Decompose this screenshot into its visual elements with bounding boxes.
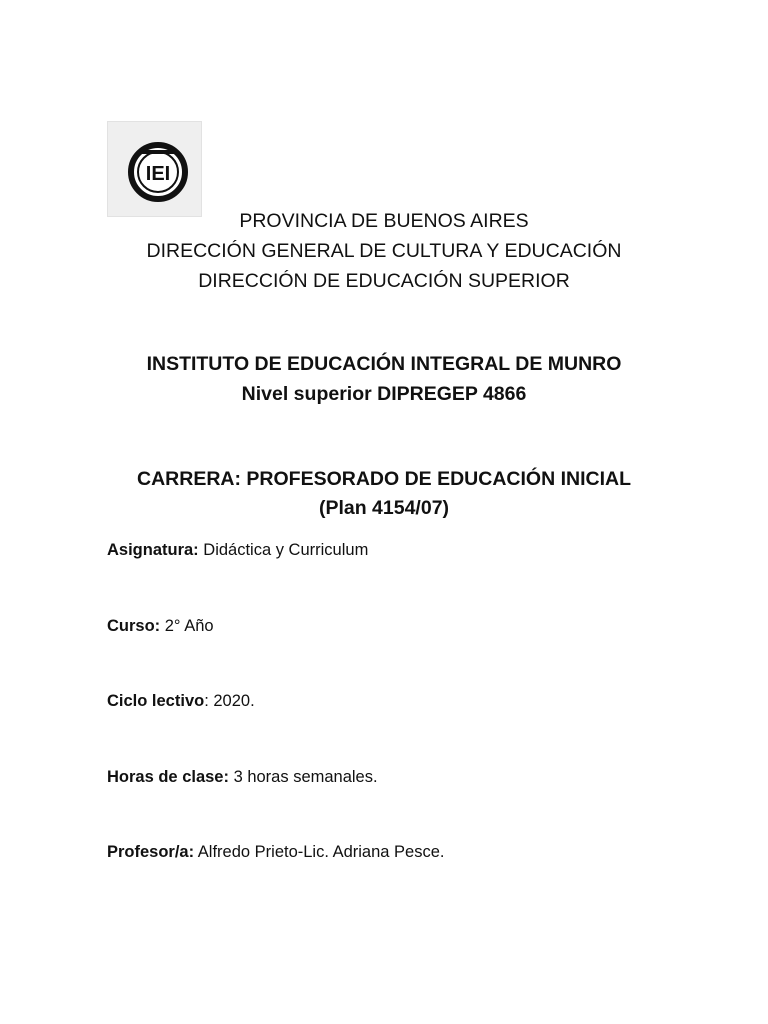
career-title: CARRERA: PROFESORADO DE EDUCACIÓN INICIAL xyxy=(136,468,631,490)
institute-logo xyxy=(107,121,202,217)
field-curso xyxy=(107,615,214,637)
field-ciclo-lectivo xyxy=(107,690,255,712)
field-ciclo-lectivo-value: : 2020. xyxy=(204,692,255,710)
field-ciclo-lectivo-label: Ciclo lectivo xyxy=(107,692,205,710)
field-horas-clase-label: Horas de clase: xyxy=(107,768,229,786)
field-asignatura-label: Asignatura: xyxy=(107,541,199,559)
province-heading: PROVINCIA DE BUENOS AIRES xyxy=(239,210,529,232)
institute-level: Nivel superior DIPREGEP 4866 xyxy=(241,383,527,405)
field-curso-value: 2° Año xyxy=(160,617,214,635)
logo-letters: IEI xyxy=(145,163,171,185)
institute-name: INSTITUTO DE EDUCACIÓN INTEGRAL DE MUNRO xyxy=(146,353,622,375)
career-plan: (Plan 4154/07) xyxy=(318,497,450,519)
superior-direction-heading: DIRECCIÓN DE EDUCACIÓN SUPERIOR xyxy=(198,270,570,292)
field-profesor xyxy=(107,841,445,863)
field-asignatura-value: Didáctica y Curriculum xyxy=(198,541,369,559)
general-direction-heading: DIRECCIÓN GENERAL DE CULTURA Y EDUCACIÓN xyxy=(146,240,622,262)
field-profesor-value: Alfredo Prieto-Lic. Adriana Pesce. xyxy=(194,843,445,861)
field-horas-clase xyxy=(107,766,378,788)
field-asignatura xyxy=(107,539,368,561)
institute-seal-icon xyxy=(108,122,201,216)
field-curso-label: Curso: xyxy=(107,617,161,635)
field-profesor-label: Profesor/a: xyxy=(107,843,195,861)
field-horas-clase-value: 3 horas semanales. xyxy=(228,768,378,786)
